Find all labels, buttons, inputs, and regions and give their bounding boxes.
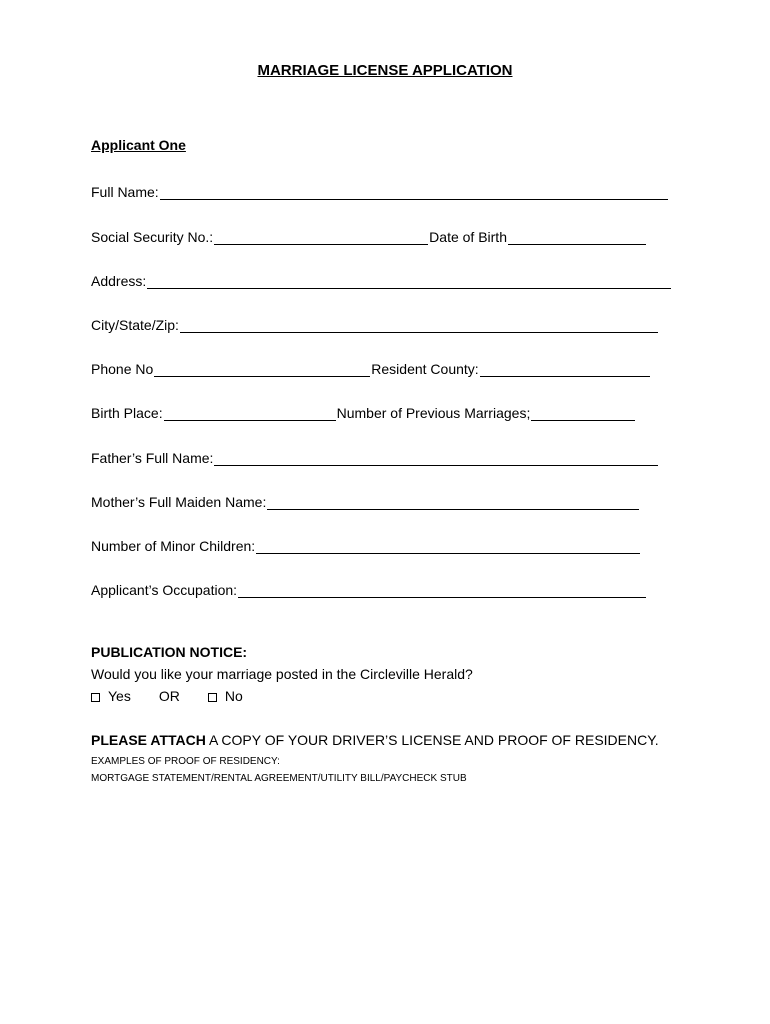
full-name-input-line[interactable] [160, 185, 668, 200]
address-label: Address: [91, 273, 147, 289]
occupation-row [91, 578, 647, 598]
publication-notice-heading: PUBLICATION NOTICE: [91, 644, 248, 660]
examples-heading: EXAMPLES OF PROOF OF RESIDENCY: [91, 756, 280, 767]
minor-children-row [91, 534, 641, 554]
city-state-zip-row [91, 313, 659, 333]
section-heading-applicant-one: Applicant One [91, 137, 186, 153]
form-title: MARRIAGE LICENSE APPLICATION [257, 62, 513, 79]
publication-question: Would you like your marriage posted in the Circleville Herald? [91, 666, 473, 682]
examples-list: MORTGAGE STATEMENT/RENTAL AGREEMENT/UTILITY BILL/PAYCHECK STUB [91, 773, 467, 784]
birth-place-input-line[interactable] [164, 406, 336, 421]
attach-rest: A COPY OF YOUR DRIVER’S LICENSE AND PROOF OF RESIDENCY. [205, 732, 659, 748]
yes-checkbox[interactable] [91, 693, 100, 702]
full-name-label: Full Name: [91, 184, 159, 200]
resident-county-input-line[interactable] [480, 362, 650, 377]
minor-children-input-line[interactable] [256, 539, 640, 554]
no-label: No [224, 688, 243, 704]
mother-name-input-line[interactable] [267, 495, 639, 510]
phone-county-row [91, 357, 651, 377]
yes-label: Yes [108, 688, 131, 704]
no-checkbox[interactable] [208, 693, 217, 702]
birthplace-marriages-row [91, 401, 636, 421]
minor-children-label: Number of Minor Children: [91, 538, 256, 554]
mother-name-row [91, 490, 640, 510]
resident-county-label: Resident County: [371, 361, 479, 377]
mother-name-label: Mother’s Full Maiden Name: [91, 494, 267, 510]
dob-label: Date of Birth [429, 229, 507, 245]
dob-input-line[interactable] [508, 230, 646, 245]
previous-marriages-label: Number of Previous Marriages; [336, 405, 531, 421]
occupation-label: Applicant’s Occupation: [91, 582, 238, 598]
attach-bold-lead: PLEASE ATTACH [91, 732, 206, 748]
ssn-label: Social Security No.: [91, 229, 214, 245]
father-name-input-line[interactable] [214, 451, 658, 466]
birth-place-label: Birth Place: [91, 405, 163, 421]
ssn-dob-row [91, 225, 647, 245]
occupation-input-line[interactable] [238, 583, 646, 598]
city-state-zip-input-line[interactable] [180, 318, 658, 333]
address-row [91, 269, 672, 289]
publication-choice-row [91, 688, 243, 704]
phone-input-line[interactable] [154, 362, 370, 377]
father-name-label: Father’s Full Name: [91, 450, 214, 466]
attach-instructions [91, 732, 659, 748]
address-input-line[interactable] [147, 274, 671, 289]
or-label: OR [158, 688, 180, 704]
city-state-zip-label: City/State/Zip: [91, 317, 179, 333]
full-name-row [91, 180, 669, 200]
ssn-input-line[interactable] [214, 230, 428, 245]
father-name-row [91, 446, 659, 466]
previous-marriages-input-line[interactable] [531, 406, 635, 421]
phone-label: Phone No [91, 361, 154, 377]
